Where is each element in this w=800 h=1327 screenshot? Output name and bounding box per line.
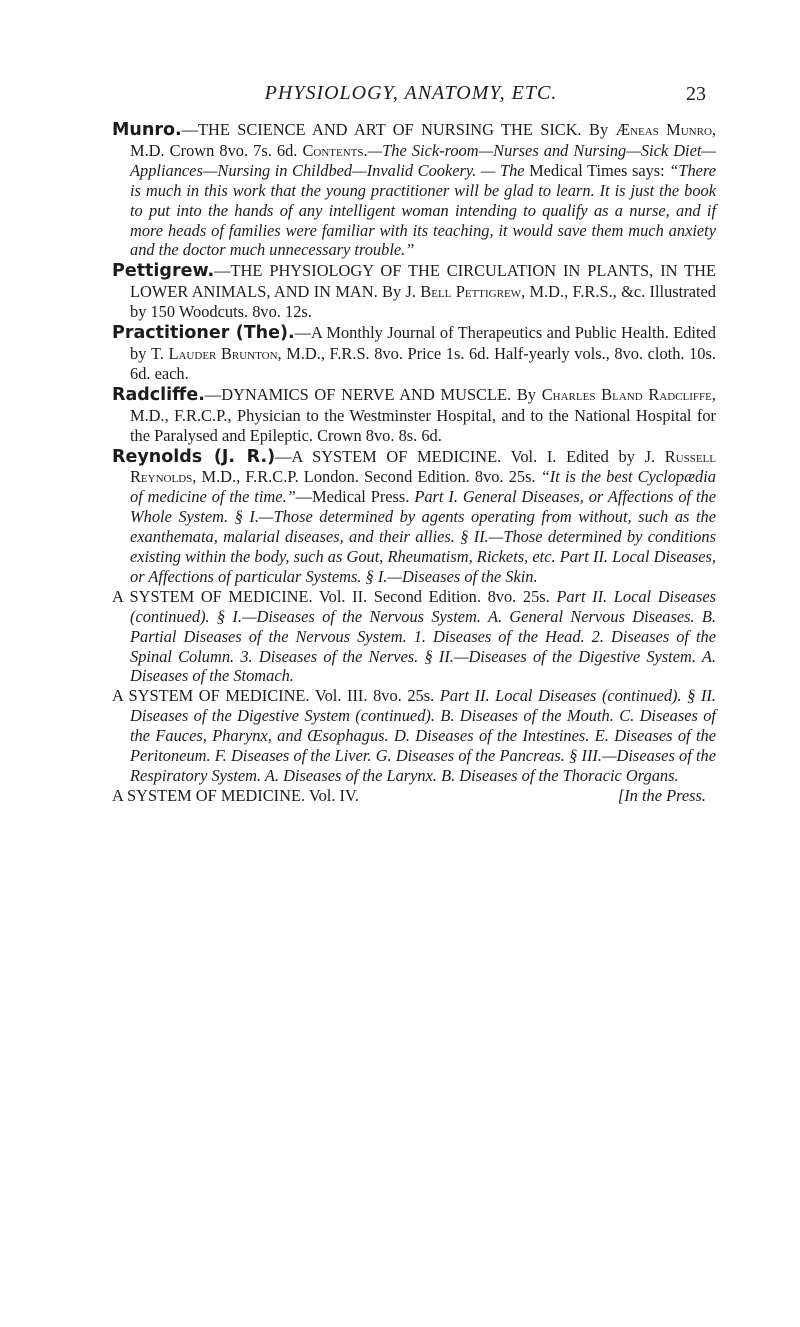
entry-details: M.D., F.R.S. 8vo. Price 1s. 6d. Half-yearly vols., 8vo. cloth. 10s. 6d. each. xyxy=(130,343,716,383)
page-number: 23 xyxy=(686,83,706,105)
author-name: J. Bell Pettigrew, xyxy=(405,282,526,302)
entry-author: Reynolds (J. R.) xyxy=(112,446,276,467)
volume-label: Vol. I. xyxy=(501,446,557,466)
by-text: By xyxy=(511,384,542,404)
entry-author: Pettigrew. xyxy=(112,261,215,282)
volume-2-contents: Part II. Local Diseases (continued). § I.—Diseases of the Nervous System. A. General Nervous Diseases. B. Partial Diseases of the Nervous System. 1. Diseases of the Head. 2. Diseases of the Spinal Column. 3. Diseases of the Nerves. § II.—Diseases of the Digestive System. A. Diseases of the Stomach. xyxy=(130,586,716,686)
entry-munro xyxy=(112,120,716,260)
entry-title: —THE SCIENCE AND ART OF NURSING THE SICK. xyxy=(181,120,582,139)
volume-3 xyxy=(112,686,716,786)
entry-author: Radcliffe. xyxy=(112,384,205,405)
review-source: Medical Times says: xyxy=(524,160,670,180)
review-quote: “There is much in this work that the young practitioner will be glad to learn. It is just the book to put into the hands of any intelligent woman intending to qualify as a nurse, and if more heads of families were familiar with its teaching, it would save them much anxiety and the doctor much unnecessary trouble.” xyxy=(130,160,716,260)
running-head xyxy=(116,82,706,116)
edited-by-text: Edited by xyxy=(556,446,645,466)
editor-name: T. Lauder Brunton, xyxy=(150,343,282,363)
author-name: Charles Bland Radcliffe, xyxy=(541,384,716,404)
volume-4-heading: A SYSTEM OF MEDICINE. Vol. IV. xyxy=(112,785,359,805)
review-quote: “It is the best Cyclopædia of medicine of the time.” xyxy=(130,467,716,507)
volume-3-contents: Part II. Local Diseases (continued). § II. Diseases of the Digestive System (continued). B. Diseases of the Mouth. C. Diseases of the Fauces, Pharynx, and Œsophagus. D. Diseases of the Intestines. E. Diseases of the Peritoneum. F. Diseases of the Liver. G. Diseases of the Pancreas. § III.—Diseases of the Respiratory System. A. Diseases of the Larynx. B. Diseases of the Thoracic Organs. xyxy=(130,686,716,785)
running-head-title: PHYSIOLOGY, ANATOMY, ETC. xyxy=(264,82,558,104)
entry-details: M.D., F.R.C.P., Physician to the Westminster Hospital, and to the National Hospital for the Paralysed and Epileptic. Crown 8vo. 8s. 6d. xyxy=(130,405,716,445)
entry-radcliffe xyxy=(112,385,716,446)
entry-details: M.D. Crown 8vo. 7s. 6d. xyxy=(130,140,298,160)
contents-list: —The Sick-room—Nurses and Nursing—Sick Diet—Appliances—Nursing in Childbed—Invalid Cookery. — The xyxy=(130,140,716,180)
entry-details: M.D., F.R.S., &c. Illustrated by 150 Woodcuts. 8vo. 12s. xyxy=(130,282,716,322)
editor-name: J. Russell Reynolds, xyxy=(130,446,716,487)
contents-label: Contents. xyxy=(302,140,368,160)
entry-description: —A Monthly Journal of Therapeutics and Public Health. Edited by xyxy=(130,323,716,363)
entry-reynolds xyxy=(112,447,716,587)
volume-1-contents: Part I. General Diseases, or Affections of the Whole System. § I.—Those determined by agents operating from without, such as the exanthemata, malarial diseases, and their allies. § II.—Those determined by conditions existing within the body, such as Gout, Rheumatism, Rickets, etc. Part II. Local Diseases, or Affections of particular Systems. § I.—Diseases of the Skin. xyxy=(130,487,716,586)
entry-details: M.D., F.R.C.P. London. Second Edition. 8vo. 25s. xyxy=(196,467,536,487)
volume-4 xyxy=(112,786,716,806)
author-name: Æneas Munro, xyxy=(615,120,716,139)
volume-2-heading: A SYSTEM OF MEDICINE. Vol. II. Second Edition. 8vo. 25s. xyxy=(112,586,550,606)
entry-pettigrew xyxy=(112,261,716,322)
catalogue-body xyxy=(112,120,716,806)
volume-2 xyxy=(112,587,716,687)
by-text: By xyxy=(377,282,406,302)
entry-title: —THE PHYSIOLOGY OF THE CIRCULATION IN PLANTS, IN THE LOWER ANIMALS, AND IN MAN. xyxy=(130,261,716,302)
entry-title: —DYNAMICS OF NERVE AND MUSCLE. xyxy=(204,384,512,404)
entry-title: —A SYSTEM OF MEDICINE. xyxy=(275,446,502,466)
entry-practitioner xyxy=(112,323,716,384)
entry-author: Munro. xyxy=(112,120,182,140)
volume-4-status: [In the Press. xyxy=(617,785,706,805)
volume-3-heading: A SYSTEM OF MEDICINE. Vol. III. 8vo. 25s. xyxy=(112,686,435,706)
by-text: By xyxy=(589,120,616,139)
review-source: —Medical Press. xyxy=(295,487,410,507)
entry-author: Practitioner (The). xyxy=(112,323,295,344)
